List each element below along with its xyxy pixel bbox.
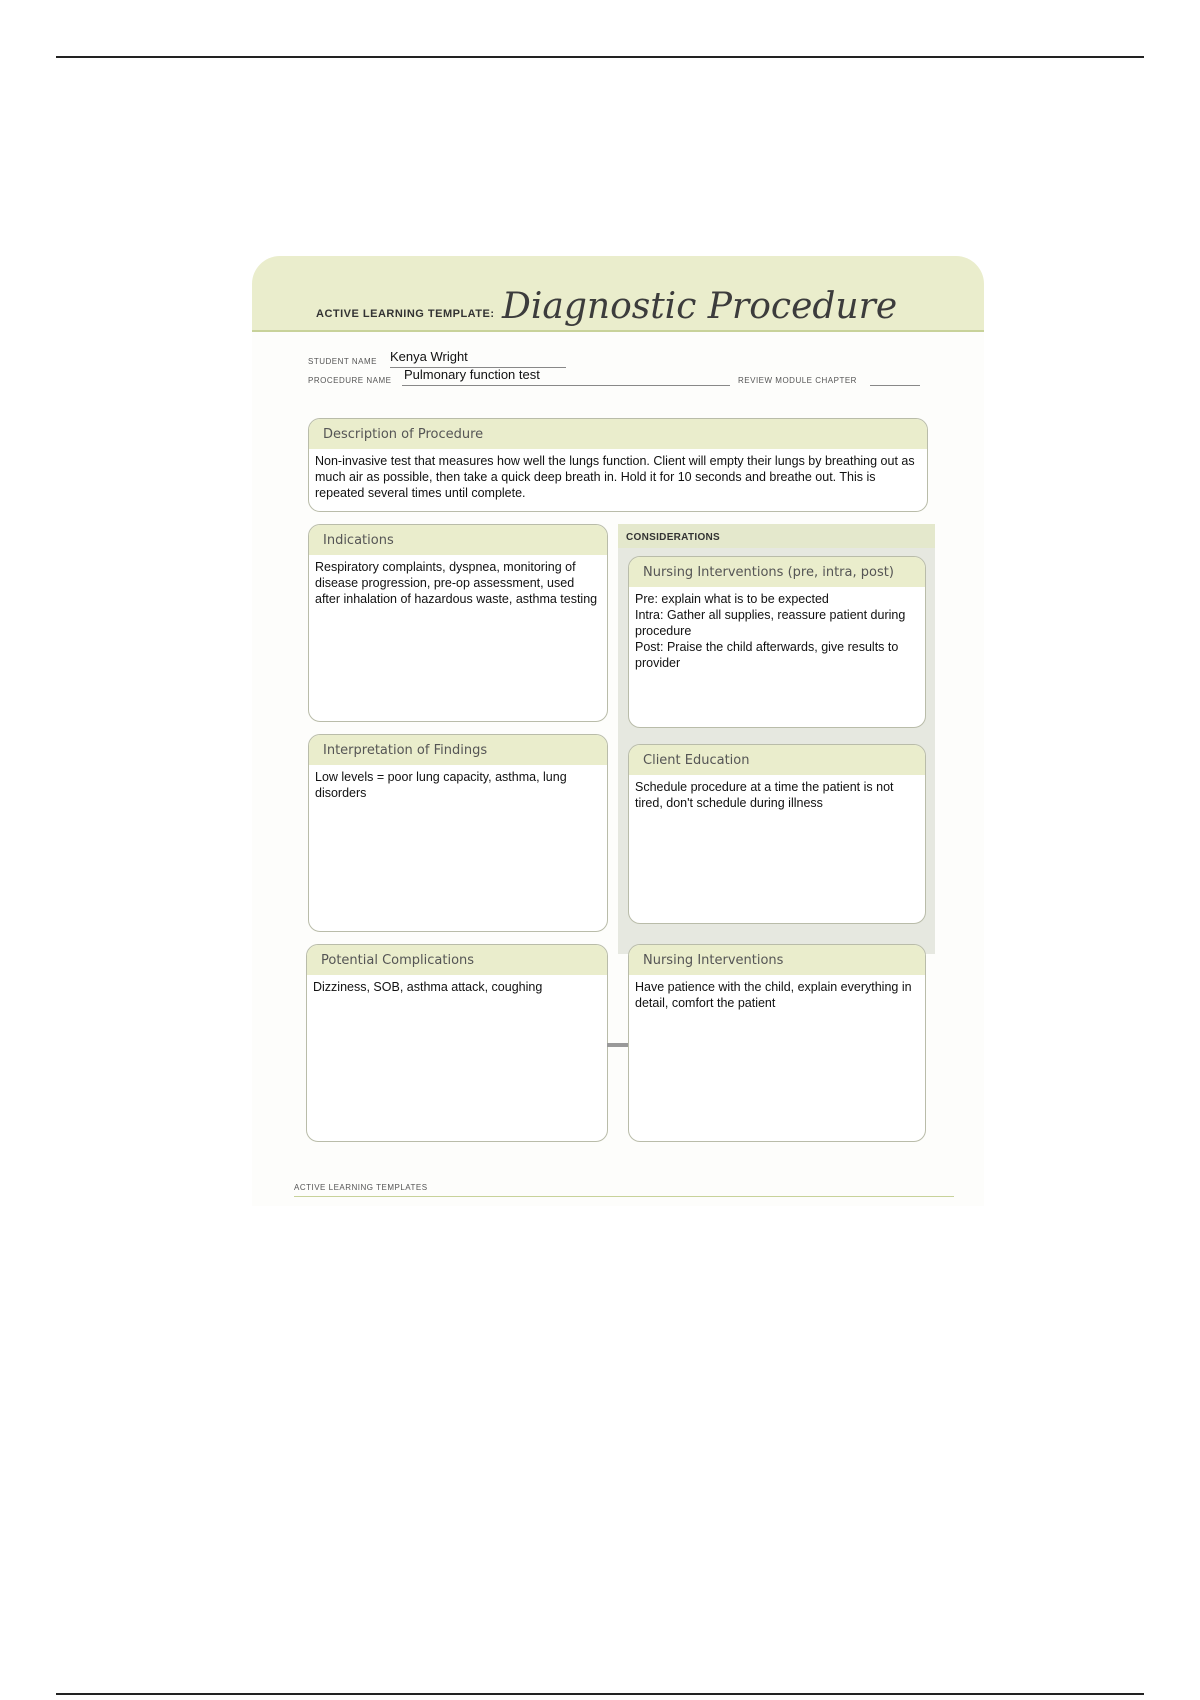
indications-box: [308, 524, 608, 722]
connector-line: [607, 1043, 629, 1047]
student-name-value: Kenya Wright: [390, 349, 468, 364]
procedure-name-value: Pulmonary function test: [404, 367, 540, 382]
nursing-interventions-box: [628, 944, 926, 1142]
description-text: Non-invasive test that measures how well the lungs function. Client will empty their lungs by breathing out as much air as possible, then take a quick deep breath in. Hold it for 10 seconds and breathe out. This is repeated several times until complete.: [315, 454, 915, 500]
student-name-label: STUDENT NAME: [308, 357, 377, 366]
description-box: [308, 418, 928, 512]
template-title: Diagnostic Procedure: [502, 286, 898, 327]
potential-complications-heading: Potential Complications: [307, 945, 607, 975]
interpretation-box: [308, 734, 608, 932]
review-module-label: REVIEW MODULE CHAPTER: [738, 376, 857, 385]
indications-text: Respiratory complaints, dyspnea, monitoring of disease progression, pre-op assessment, used after inhalation of hazardous waste, asthma testing: [315, 560, 598, 606]
description-heading: Description of Procedure: [309, 419, 927, 449]
nursing-interventions-heading: Nursing Interventions: [629, 945, 925, 975]
footer-line: [294, 1196, 954, 1197]
interpretation-text: Low levels = poor lung capacity, asthma, lung disorders: [315, 770, 567, 800]
potential-complications-text: Dizziness, SOB, asthma attack, coughing: [313, 980, 543, 994]
nursing-interventions-pip-text: Pre: explain what is to be expected Intra: Gather all supplies, reassure patient during procedure Post: Praise the child afterwards, give results to provider: [635, 592, 906, 670]
header-band: [252, 256, 984, 332]
page-top-rule: [56, 56, 1144, 58]
template-type-label: ACTIVE LEARNING TEMPLATE:: [316, 308, 495, 320]
client-education-text: Schedule procedure at a time the patient is not tired, don't schedule during illness: [635, 780, 894, 810]
procedure-name-label: PROCEDURE NAME: [308, 376, 392, 385]
considerations-label: CONSIDERATIONS: [626, 532, 721, 543]
page-bottom-rule: [56, 1693, 1144, 1695]
client-education-heading: Client Education: [629, 745, 925, 775]
template-sheet: [252, 256, 984, 1206]
interpretation-heading: Interpretation of Findings: [309, 735, 607, 765]
review-module-line: [870, 385, 920, 386]
nursing-interventions-pip-heading: Nursing Interventions (pre, intra, post): [629, 557, 925, 587]
footer-label: ACTIVE LEARNING TEMPLATES: [294, 1183, 428, 1192]
indications-heading: Indications: [309, 525, 607, 555]
nursing-interventions-text: Have patience with the child, explain everything in detail, comfort the patient: [635, 980, 912, 1010]
potential-complications-box: [306, 944, 608, 1142]
procedure-name-line: [402, 385, 730, 386]
client-education-box: [628, 744, 926, 924]
nursing-interventions-pip-box: [628, 556, 926, 728]
